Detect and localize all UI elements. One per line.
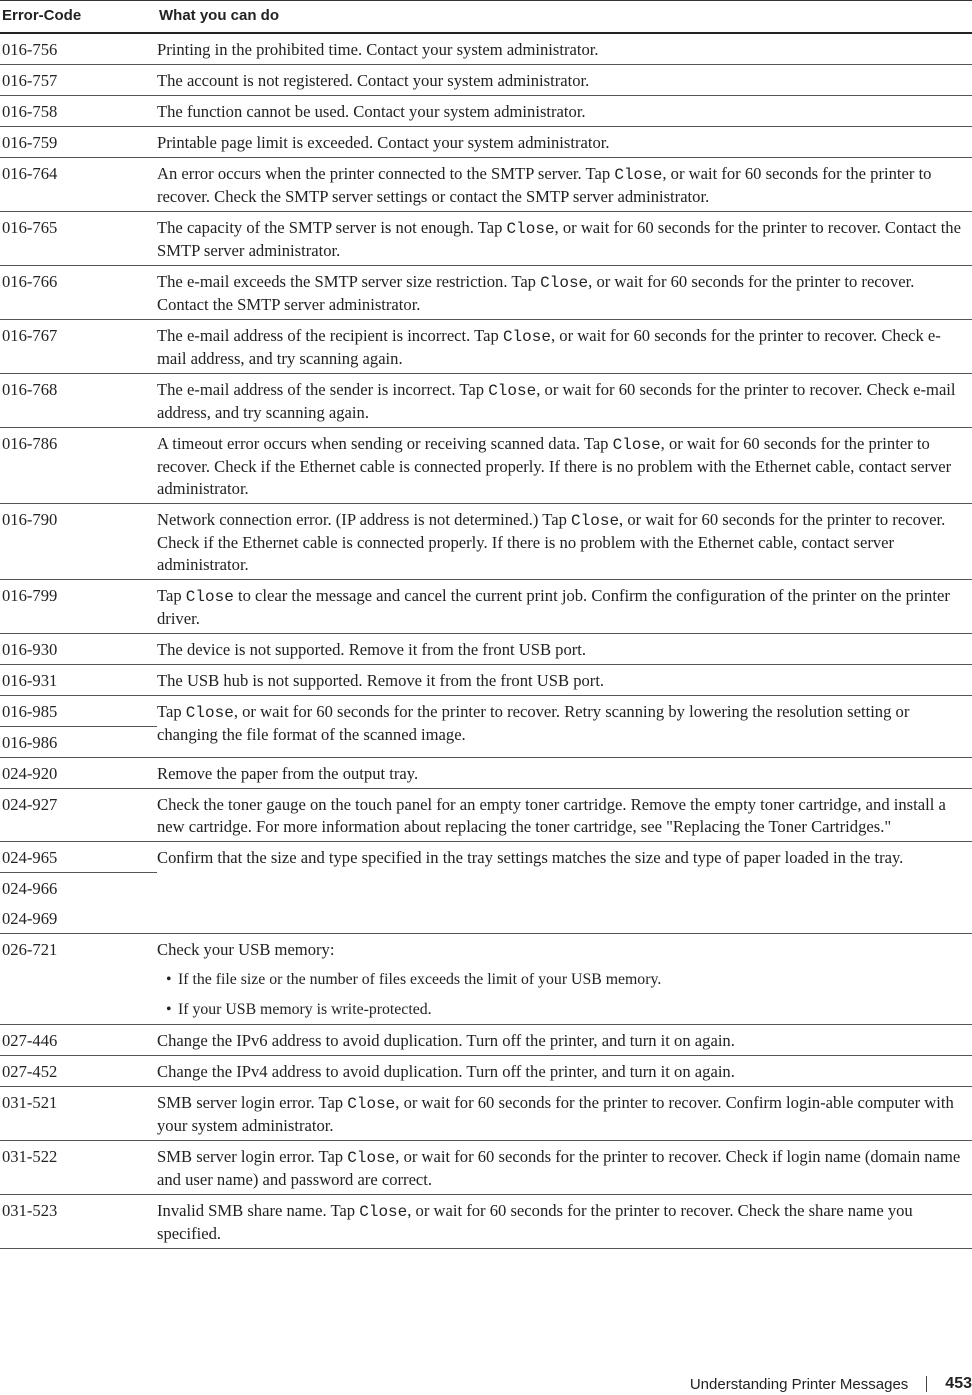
description-text: , or wait for 60 seconds for the printer to recover. Retry scanning by lowering the resolution setting or changing the file format of the scanned image. [157, 702, 910, 744]
description-text: Change the IPv4 address to avoid duplication. Turn off the printer, and turn it on again. [157, 1062, 735, 1081]
description-text: Printable page limit is exceeded. Contact your system administrator. [157, 133, 610, 152]
description-text: The account is not registered. Contact your system administrator. [157, 71, 590, 90]
error-code-cell: 016-767 [0, 320, 157, 374]
description-cell [157, 266, 972, 320]
description-cell [157, 320, 972, 374]
description-text: The capacity of the SMTP server is not enough. Tap [157, 218, 507, 237]
description-cell [157, 428, 972, 504]
description-cell [157, 374, 972, 428]
close-key-label: Close [612, 436, 661, 454]
close-key-label: Close [488, 382, 537, 400]
error-code-cell: 031-523 [0, 1195, 157, 1249]
error-code-cell: 016-764 [0, 158, 157, 212]
table-row [0, 65, 972, 96]
error-code-cell: 016-756 [0, 33, 157, 65]
table-row [0, 158, 972, 212]
table-row [0, 212, 972, 266]
description-text: , or wait for 60 seconds for the printer to recover. Contact the SMTP server administrator. [157, 272, 915, 314]
error-code-cell: 024-969 [0, 903, 157, 934]
table-row [0, 1056, 972, 1087]
bullet-list [157, 969, 966, 1021]
description-text: Printing in the prohibited time. Contact your system administrator. [157, 40, 599, 59]
close-key-label: Close [571, 512, 620, 530]
description-cell [157, 1087, 972, 1141]
table-row [0, 374, 972, 428]
error-code-cell: 027-452 [0, 1056, 157, 1087]
description-text: , or wait for 60 seconds for the printer to recover. Check the SMTP server settings or contact the SMTP server administrator. [157, 164, 932, 206]
table-row [0, 1025, 972, 1056]
error-code-cell: 016-757 [0, 65, 157, 96]
error-code-cell: 024-920 [0, 758, 157, 789]
description-cell [157, 1025, 972, 1056]
table-row [0, 696, 972, 727]
description-text: , or wait for 60 seconds for the printer to recover. Contact the SMTP server administrator. [157, 218, 961, 260]
description-text: An error occurs when the printer connected to the SMTP server. Tap [157, 164, 615, 183]
error-code-cell: 016-985 [0, 696, 157, 727]
description-cell [157, 758, 972, 789]
table-row [0, 1087, 972, 1141]
error-code-cell: 024-966 [2, 879, 58, 898]
description-text: Invalid SMB share name. Tap [157, 1201, 360, 1220]
description-cell [157, 127, 972, 158]
description-text: , or wait for 60 seconds for the printer to recover. Check if login name (domain name and user name) and password are correct. [157, 1147, 961, 1189]
description-text: , or wait for 60 seconds for the printer to recover. Check the share name you specified. [157, 1201, 913, 1243]
close-key-label: Close [347, 1149, 396, 1167]
error-code-cell: 016-758 [0, 96, 157, 127]
column-header-error-code: Error-Code [0, 1, 157, 34]
error-code-cell: 026-721 [0, 934, 157, 1025]
column-header-what-you-can-do: What you can do [157, 1, 972, 34]
description-text: SMB server login error. Tap [157, 1093, 348, 1112]
close-key-label: Close [347, 1095, 396, 1113]
description-cell [157, 158, 972, 212]
table-row [0, 320, 972, 374]
description-text: The function cannot be used. Contact your system administrator. [157, 102, 586, 121]
table-row [0, 634, 972, 665]
error-code-cell: 024-927 [0, 789, 157, 842]
description-cell [157, 580, 972, 634]
description-cell [157, 1141, 972, 1195]
error-code-cell: 031-522 [0, 1141, 157, 1195]
description-text: Network connection error. (IP address is not determined.) Tap [157, 510, 572, 529]
description-cell [157, 789, 972, 842]
description-cell [157, 665, 972, 696]
page-number: 453 [945, 1375, 972, 1392]
description-cell [157, 634, 972, 665]
table-row [0, 1195, 972, 1249]
error-code-cell: 024-965 [0, 842, 157, 873]
table-row [0, 1141, 972, 1195]
close-key-label: Close [185, 704, 234, 722]
close-key-label: Close [359, 1203, 408, 1221]
close-key-label: Close [185, 588, 234, 606]
bullet-item: • If the file size or the number of files exceeds the limit of your USB memory. [157, 969, 966, 991]
error-code-cell: 016-766 [0, 266, 157, 320]
description-text: , or wait for 60 seconds for the printer to recover. Check e-mail address, and try scanning again. [157, 326, 941, 368]
description-cell [157, 842, 972, 934]
close-key-label: Close [502, 328, 551, 346]
description-text: Check the toner gauge on the touch panel for an empty toner cartridge. Remove the empty toner cartridge, and install a new cartridge. For more information about replacing the toner cartridge, see "Replacing the Toner Cartridges." [157, 795, 946, 836]
error-code-cell: 027-446 [0, 1025, 157, 1056]
description-text: , or wait for 60 seconds for the printer to recover. Confirm login-able computer with your system administrator. [157, 1093, 954, 1135]
table-row [0, 504, 972, 580]
error-code-cell: 016-786 [0, 428, 157, 504]
description-cell [157, 33, 972, 65]
table-row [0, 580, 972, 634]
footer-section-title: Understanding Printer Messages [689, 1375, 909, 1393]
description-cell [157, 504, 972, 580]
description-text: The device is not supported. Remove it from the front USB port. [157, 640, 587, 659]
description-text: The e-mail address of the sender is incorrect. Tap [157, 380, 489, 399]
description-cell [157, 934, 972, 1025]
error-code-cell: 016-759 [0, 127, 157, 158]
description-text: Remove the paper from the output tray. [157, 764, 419, 783]
description-cell [157, 1056, 972, 1087]
table-row [0, 758, 972, 789]
close-key-label: Close [614, 166, 663, 184]
error-code-cell: 016-930 [0, 634, 157, 665]
table-row [0, 127, 972, 158]
description-text: The e-mail exceeds the SMTP server size restriction. Tap [157, 272, 541, 291]
description-text: , or wait for 60 seconds for the printer to recover. Check e-mail address, and try scanning again. [157, 380, 956, 422]
footer-divider [926, 1376, 927, 1392]
error-code-cell: 016-768 [0, 374, 157, 428]
description-text: A timeout error occurs when sending or receiving scanned data. Tap [157, 434, 613, 453]
error-code-cell: 016-986 [0, 727, 157, 758]
description-text: Tap [157, 586, 186, 605]
description-text: Confirm that the size and type specified in the tray settings matches the size and type of paper loaded in the tray. [157, 848, 904, 867]
description-cell [157, 1195, 972, 1249]
description-text: , or wait for 60 seconds for the printer to recover. Check if the Ethernet cable is connected properly. If there is no problem with the Ethernet cable, contact server administrator. [157, 434, 952, 498]
page-footer [572, 1373, 972, 1395]
table-row [0, 789, 972, 842]
error-code-cell: 016-790 [0, 504, 157, 580]
description-cell [157, 96, 972, 127]
table-row [0, 934, 972, 1025]
description-text: The e-mail address of the recipient is incorrect. Tap [157, 326, 503, 345]
description-text: Change the IPv6 address to avoid duplication. Turn off the printer, and turn it on again. [157, 1031, 735, 1050]
table-body [0, 33, 972, 1249]
table-row [0, 842, 972, 873]
table-row [0, 428, 972, 504]
error-code-cell: 016-799 [0, 580, 157, 634]
description-cell [157, 696, 972, 758]
description-text: Check your USB memory: [157, 940, 335, 959]
table-row [0, 96, 972, 127]
error-code-cell: 031-521 [0, 1087, 157, 1141]
close-key-label: Close [506, 220, 555, 238]
close-key-label: Close [540, 274, 589, 292]
description-cell [157, 65, 972, 96]
description-cell [157, 212, 972, 266]
table-row [0, 266, 972, 320]
table-row [0, 33, 972, 65]
description-text: SMB server login error. Tap [157, 1147, 348, 1166]
description-text: , or wait for 60 seconds for the printer to recover. Check if the Ethernet cable is connected properly. If there is no problem with the Ethernet cable, contact server administrator. [157, 510, 946, 574]
description-text: Tap [157, 702, 186, 721]
bullet-item: • If your USB memory is write-protected. [157, 999, 966, 1021]
table-row [0, 665, 972, 696]
error-code-cell: 016-765 [0, 212, 157, 266]
description-text: to clear the message and cancel the current print job. Confirm the configuration of the printer on the printer driver. [157, 586, 950, 628]
table-header-row [0, 1, 972, 34]
error-code-cell: 016-931 [0, 665, 157, 696]
description-text: The USB hub is not supported. Remove it from the front USB port. [157, 671, 605, 690]
